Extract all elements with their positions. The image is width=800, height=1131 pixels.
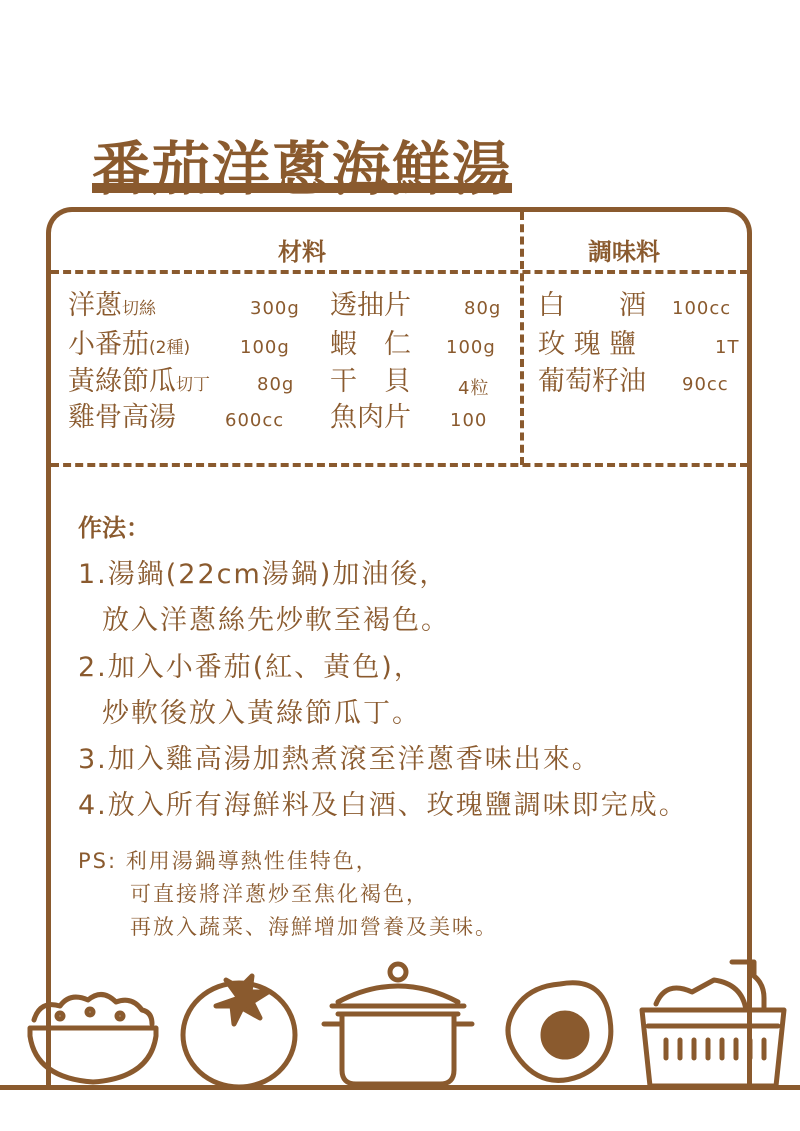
header-divider [51,270,748,274]
rice-bowl-icon [30,994,156,1082]
pot-icon [324,964,472,1084]
seasoning-amount: 1T [715,337,740,358]
ingredient-name: 蝦 仁 [330,329,411,360]
ingredient-amount: 100g [240,337,290,358]
tomato-icon [183,976,295,1087]
ingredient-amount: 100 [450,410,488,431]
ingredients-header: 材料 [278,238,326,266]
ingredient-name: 透抽片 [330,290,411,321]
method-title: 作法： [78,514,150,542]
seasoning-amount: 100cc [672,298,732,319]
grocery-basket-icon [642,962,784,1086]
seasoning-name: 玫 瑰 鹽 [538,329,637,360]
method-step: 放入洋蔥絲先炒軟至褐色。 [102,605,450,636]
method-step: 炒軟後放入黃綠節瓜丁。 [102,698,421,729]
table-bottom-divider [51,463,748,467]
ingredient-amount: 80g [464,298,502,319]
ingredient-name: 洋蔥切絲 [68,290,156,321]
method-step: 1.湯鍋(22cm湯鍋)加油後， [78,559,449,590]
ground-line [0,1085,800,1090]
method-step: 2.加入小番茄(紅、黃色)， [78,652,423,683]
ingredient-name: 雞骨高湯 [68,402,176,433]
recipe-title: 番茄洋蔥海鮮湯 [92,135,513,203]
seasoning-name: 葡萄籽油 [538,366,646,397]
method-step: 3.加入雞高湯加熱煮滾至洋蔥香味出來。 [78,744,601,775]
seasoning-header: 調味料 [588,238,660,266]
ps-note: PS: 利用湯鍋導熱性佳特色， [78,849,379,873]
ingredient-name: 小番茄(2種) [68,329,191,360]
fried-egg-icon [508,983,611,1081]
ingredient-amount: 80g [257,374,295,395]
seasoning-name: 白 酒 [538,290,646,321]
ingredient-amount: 300g [250,298,300,319]
ps-note: 可直接將洋蔥炒至焦化褐色， [130,882,429,906]
ps-note: 再放入蔬菜、海鮮增加營養及美味。 [130,915,498,939]
ingredient-name: 干 貝 [330,366,411,397]
ingredient-amount: 4粒 [458,378,490,399]
ingredient-name: 黃綠節瓜切丁 [68,366,210,397]
ingredient-amount: 100g [446,337,496,358]
ingredient-amount: 600cc [225,410,285,431]
column-divider [520,212,524,465]
ingredient-name: 魚肉片 [330,402,411,433]
method-step: 4.放入所有海鮮料及白酒、玫瑰鹽調味即完成。 [78,790,688,821]
seasoning-amount: 90cc [682,374,729,395]
